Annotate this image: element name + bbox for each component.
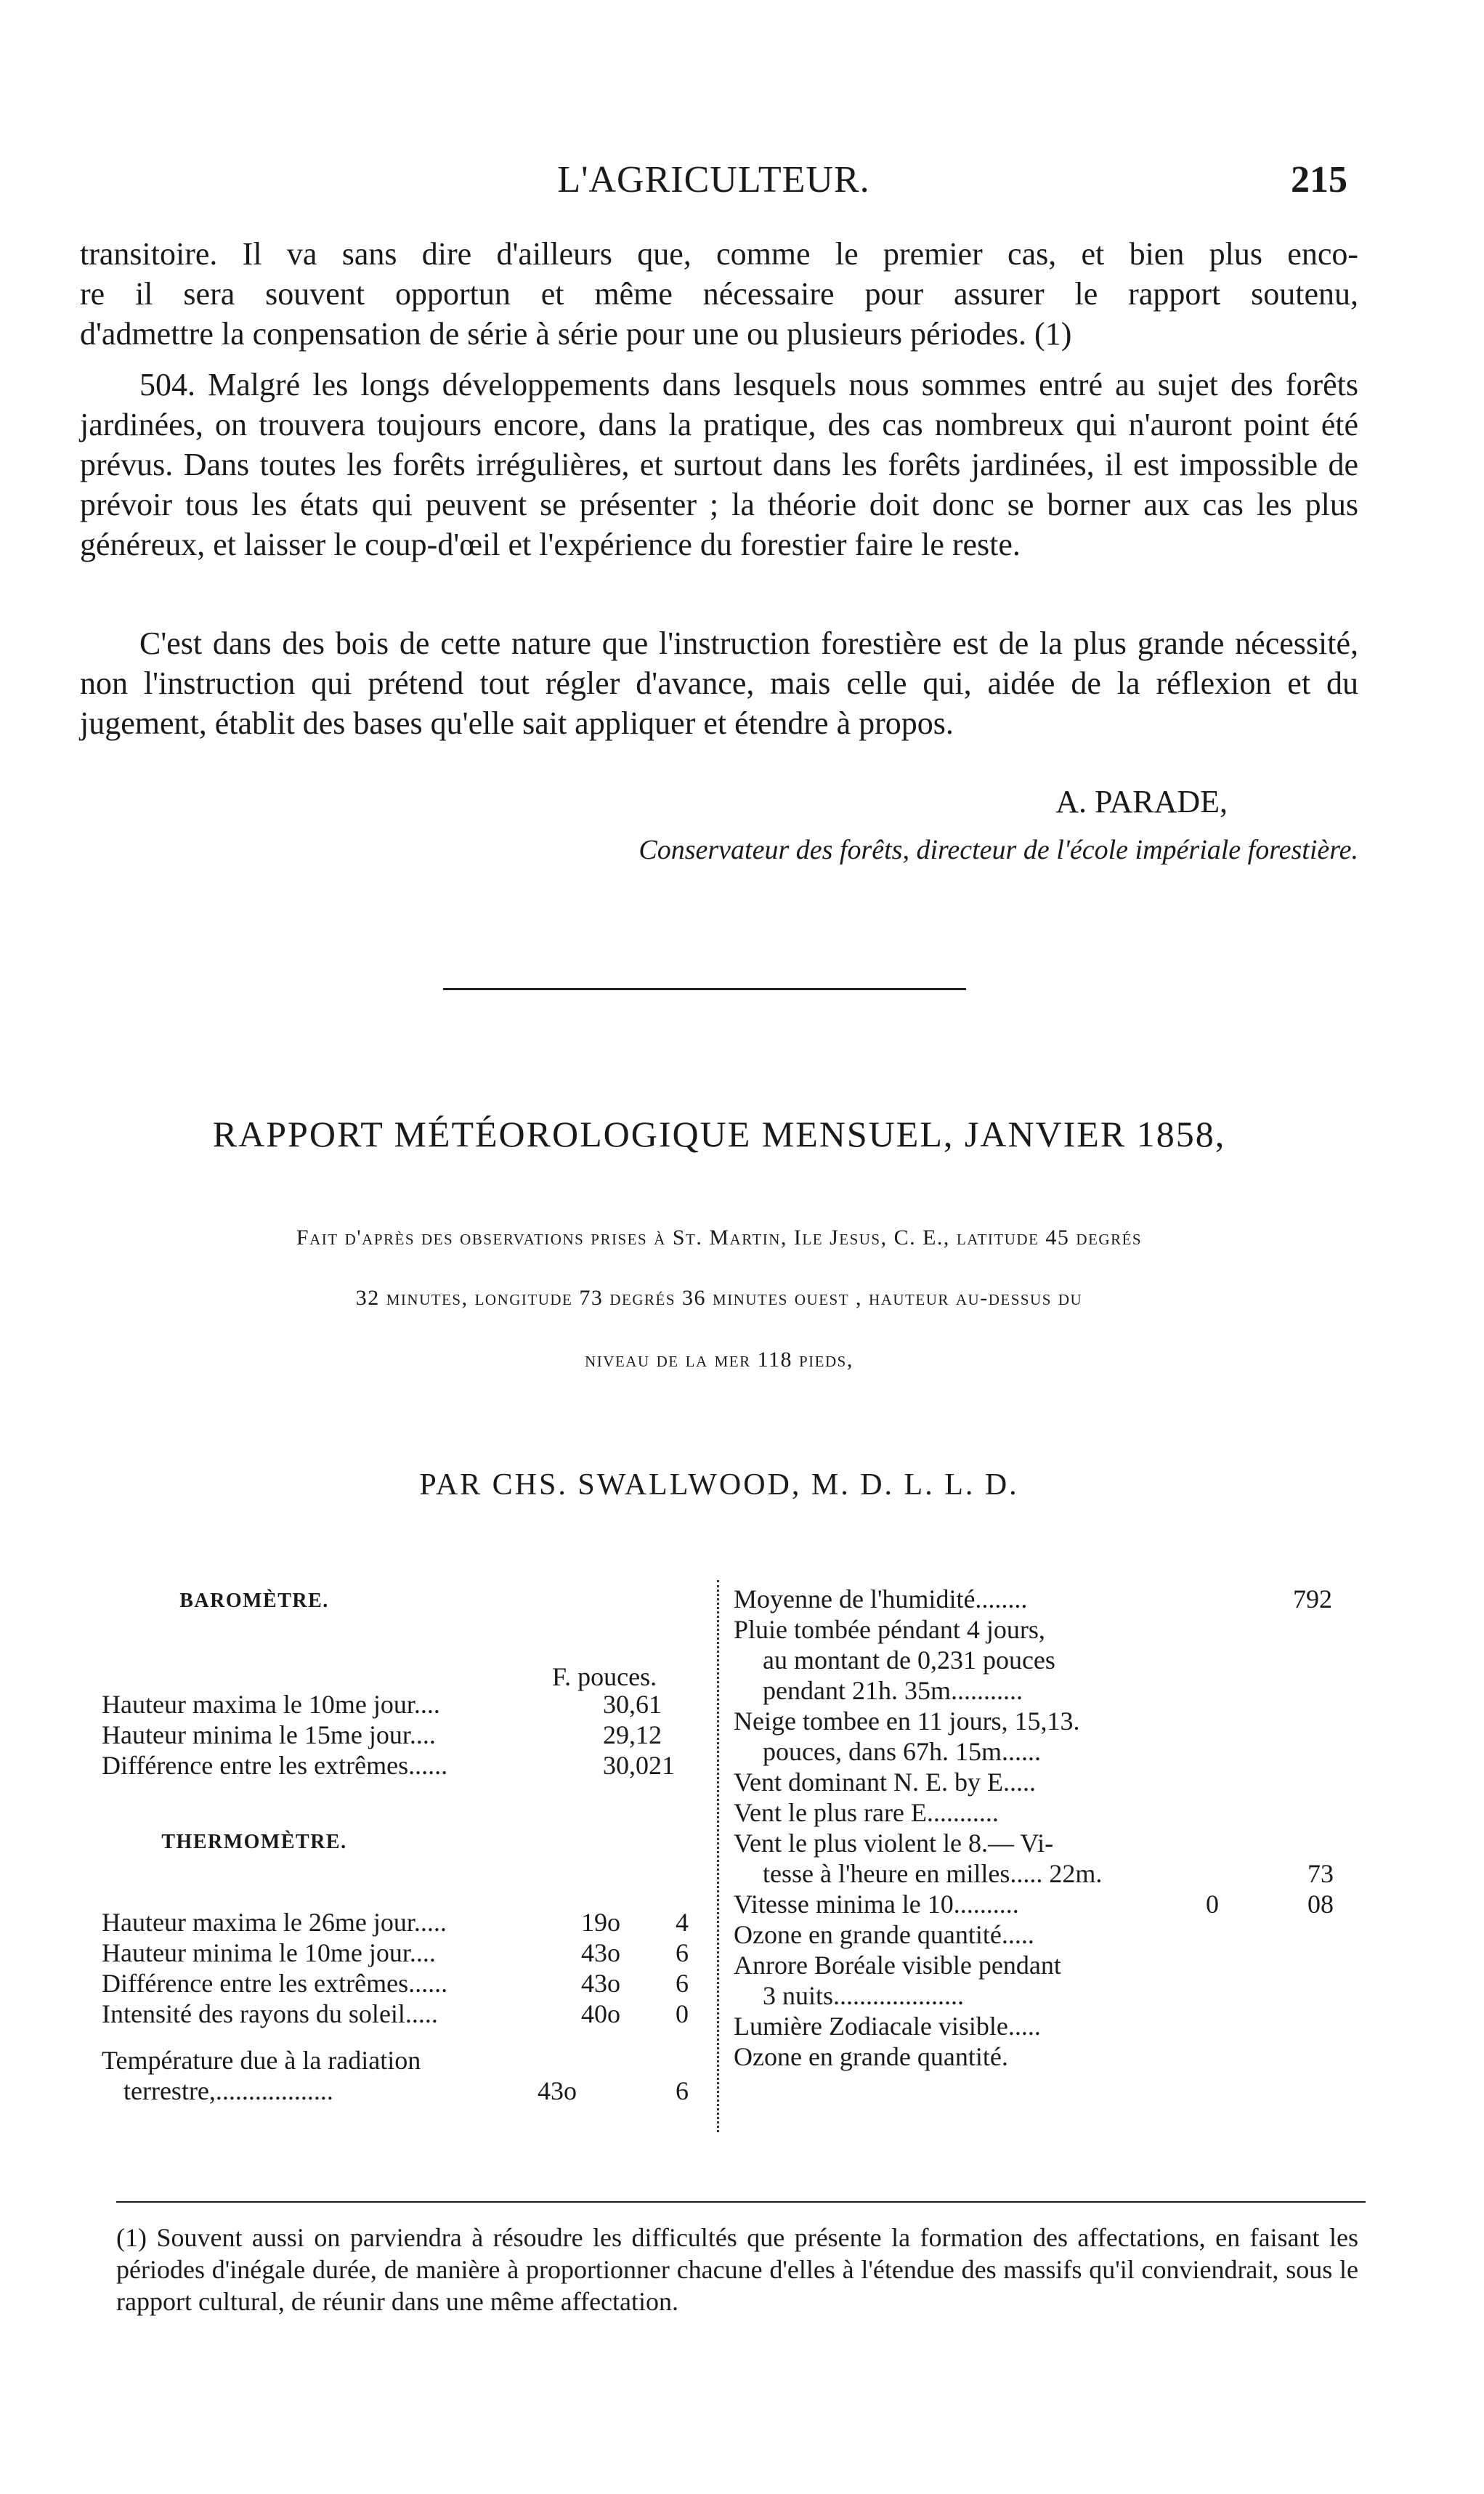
row-label: Neige tombee en 11 jours, 15,13. <box>734 1706 1080 1736</box>
paragraph-504 <box>80 365 1358 564</box>
continuation-line: transitoire. Il va sans dire d'ailleurs que, comme le premier cas, et bien plus enco- <box>80 236 1358 272</box>
row-label: 3 nuits.................... <box>763 1981 965 2010</box>
barometre-row <box>102 1720 705 1750</box>
row-value: 0 <box>1206 1890 1219 1919</box>
row-value-degrees: 43o <box>581 1969 620 1998</box>
report-subtitle-line: Fait d'après des observations prises à St. Martin, Ile Jesus, C. E., latitude 45 degrés <box>296 1226 1143 1250</box>
meteo-row <box>734 1736 1358 1767</box>
row-label: Différence entre les extrêmes...... <box>102 1751 448 1780</box>
meteo-row <box>734 2041 1358 2072</box>
paragraph-text: C'est dans des bois de cette nature que l'instruction forestière est de la plus grande nécessité, non l'instruction qui prétend tout régler d'avance, mais celle qui, aidée de la réflexion et du jugement, établit des bases qu'elle sait appliquer et étendre à propos. <box>80 625 1358 741</box>
row-label: Vent dominant N. E. by E..... <box>734 1768 1036 1797</box>
row-label: Ozone en grande quantité..... <box>734 1920 1034 1949</box>
row-label: Lumière Zodiacale visible..... <box>734 2012 1041 2041</box>
row-label: au montant de 0,231 pouces <box>763 1645 1055 1675</box>
meteo-row <box>734 1950 1358 1980</box>
running-header <box>80 158 1347 209</box>
row-value-fraction: 4 <box>676 1908 689 1937</box>
row-value-fraction: 08 <box>1307 1890 1334 1919</box>
meteo-row <box>734 1706 1358 1736</box>
meteo-row <box>734 1645 1358 1675</box>
row-label: Vent le plus rare E........... <box>734 1798 999 1827</box>
row-value: 30,021 <box>603 1751 675 1780</box>
meteo-row <box>734 1919 1358 1950</box>
barometre-heading: BAROMÈTRE. <box>179 1590 329 1612</box>
thermometre-row <box>102 1938 705 1968</box>
left-column <box>102 1580 705 2132</box>
row-value-fraction: 6 <box>676 2076 689 2105</box>
thermometre-heading: THERMOMÈTRE. <box>161 1831 347 1853</box>
radiation-row-line2 <box>102 2076 705 2106</box>
row-label: Différence entre les extrêmes...... <box>102 1969 448 1998</box>
paragraph-text: 504. Malgré les longs développements dans lesquels nous sommes entré au sujet des forêts jardinées, on trouvera toujours encore, dans la pratique, des cas nombreux qui n'auront point été prévus. Dans toutes les forêts irrégulières, et surtout dans les forêts jardinées, il est impossible de prévoir tous les états qui peuvent se présenter ; la théorie doit donc se borner aux cas les plus généreux, et laisser le coup-d'œil et l'expérience du forestier faire le reste. <box>80 367 1358 562</box>
signature-name: A. PARADE, <box>1055 784 1228 819</box>
barometre-unit: F. pouces. <box>552 1662 657 1691</box>
row-value-fraction: 73 <box>1307 1859 1334 1888</box>
meteo-row <box>734 1584 1358 1614</box>
row-label: Pluie tombée péndant 4 jours, <box>734 1615 1045 1644</box>
report-subtitle-line: 32 minutes, longitude 73 degrés 36 minutes ouest , hauteur au-dessus du <box>355 1286 1083 1310</box>
continuation-line: re il sera souvent opportun et même nécessaire pour assurer le rapport soutenu, <box>80 276 1358 312</box>
report-title: RAPPORT MÉTÉOROLOGIQUE MENSUEL, JANVIER 1858, <box>212 1114 1226 1154</box>
footnote-divider <box>116 2201 1366 2203</box>
row-label: Température due à la radiation <box>102 2046 421 2075</box>
meteo-row <box>734 1980 1358 2011</box>
page-number: 215 <box>1291 159 1347 201</box>
row-label: Hauteur minima le 15me jour.... <box>102 1720 436 1749</box>
row-label: Hauteur maxima le 10me jour.... <box>102 1690 440 1719</box>
report-subtitle-line: niveau de la mer 118 pieds, <box>585 1348 853 1372</box>
row-value-fraction: 0 <box>676 1999 689 2028</box>
row-value-degrees: 19o <box>581 1908 620 1937</box>
barometre-row <box>102 1750 705 1781</box>
barometre-row <box>102 1689 705 1720</box>
meteo-row <box>734 1889 1358 1919</box>
row-value-degrees: 43o <box>581 1938 620 1967</box>
row-label: terrestre,.................. <box>123 2076 333 2105</box>
row-label: Vent le plus violent le 8.— Vi- <box>734 1829 1054 1858</box>
column-divider <box>717 1580 719 2132</box>
row-label: Anrore Boréale visible pendant <box>734 1951 1061 1980</box>
row-label: pendant 21h. 35m........... <box>763 1676 1023 1705</box>
row-label: Vitesse minima le 10.......... <box>734 1890 1019 1919</box>
row-value-fraction: 6 <box>676 1938 689 1967</box>
signature-role: Conservateur des forêts, directeur de l'école impériale forestière. <box>638 835 1358 865</box>
meteo-row <box>734 1675 1358 1706</box>
right-column <box>734 1584 1358 2136</box>
row-value: 30,61 <box>603 1690 662 1719</box>
meteo-row <box>734 1858 1358 1889</box>
meteo-row <box>734 1614 1358 1645</box>
meteo-row <box>734 1797 1358 1828</box>
row-label: Hauteur maxima le 26me jour..... <box>102 1908 447 1937</box>
report-byline: PAR CHS. SWALLWOOD, M. D. L. L. D. <box>419 1468 1019 1502</box>
row-value: 29,12 <box>603 1720 662 1749</box>
meteo-row <box>734 1767 1358 1797</box>
footnote: (1) Souvent aussi on parviendra à résoudre les difficultés que présente la formation des affectations, en faisant les périodes d'inégale durée, de manière à proportionner chacune d'elles à l'étendue des massifs qu'il conviendrait, sous le rapport cultural, de réunir dans une même affectation. <box>116 2223 1358 2316</box>
row-value: 792 <box>1293 1584 1332 1614</box>
meteo-row <box>734 2011 1358 2041</box>
row-value-degrees: 40o <box>581 1999 620 2028</box>
row-label: Moyenne de l'humidité........ <box>734 1584 1028 1614</box>
row-label: pouces, dans 67h. 15m...... <box>763 1737 1041 1766</box>
row-label: tesse à l'heure en milles..... 22m. <box>763 1859 1103 1888</box>
thermometre-row <box>102 1999 705 2029</box>
journal-title: L'AGRICULTEUR. <box>557 159 870 201</box>
radiation-row-line1 <box>102 2045 705 2076</box>
section-divider <box>443 988 966 990</box>
row-value-degrees: 43o <box>538 2076 577 2105</box>
meteo-row <box>734 1828 1358 1858</box>
continuation-line: d'admettre la conpensation de série à série pour une ou plusieurs périodes. (1) <box>80 316 1072 352</box>
row-label: Intensité des rayons du soleil..... <box>102 1999 438 2028</box>
paragraph-closing <box>80 623 1358 743</box>
row-value-fraction: 6 <box>676 1969 689 1998</box>
row-label: Ozone en grande quantité. <box>734 2042 1008 2071</box>
row-label: Hauteur minima le 10me jour.... <box>102 1938 436 1967</box>
thermometre-row <box>102 1907 705 1938</box>
thermometre-row <box>102 1968 705 1999</box>
continuation-paragraph <box>80 234 1358 354</box>
